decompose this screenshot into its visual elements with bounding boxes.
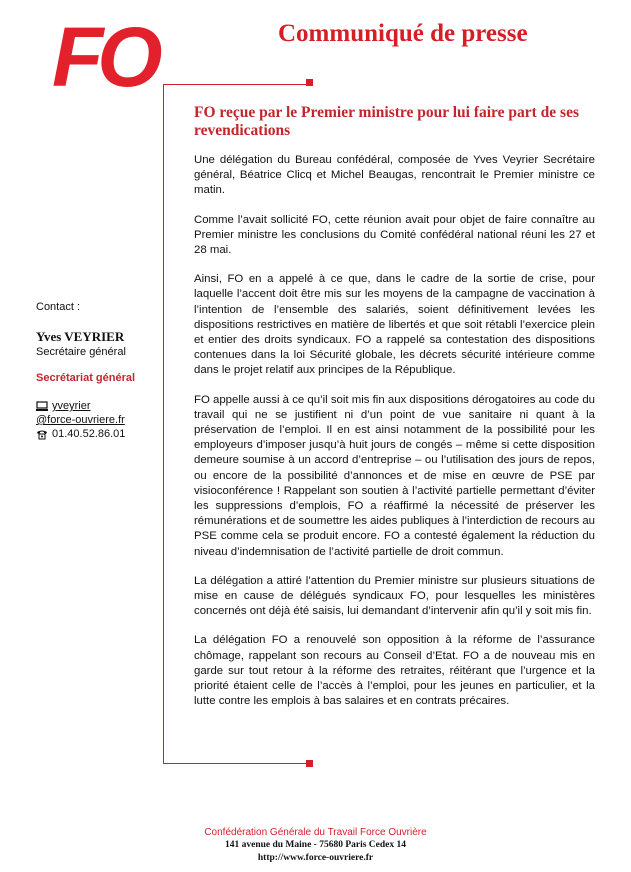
frame-top-line xyxy=(163,84,310,85)
frame-bottom-line xyxy=(163,763,310,764)
fo-logo-text: FO xyxy=(52,10,157,104)
contact-email-link-start[interactable]: yveyrier xyxy=(52,400,91,412)
paragraph: FO appelle aussi à ce qu’il soit mis fin aux dispositions dérogatoires au code du travail qui ne se justifient ni d’un point de vue sanitaire ni quant à la préservation de l’emploi. Il en est ainsi notamment de la possibilité pour les employeurs d’imposer jusqu’à huit jours de congés – même si cette disposition demeure soumise à un accord d’entreprise – ou l’utilisation des jours de repos, ou encore de la possibilité d’annonces et de mise en œuvre de PSE par visioconférence ! Rappelant son soutien à l’activité partielle permettant d’éviter les suppressions d’emplois, FO a réaffirmé la nécessité de préserver les rémunérations et de soumettre les aides publiques à l’interdiction de recours au PSE comme cela se produit encore. FO a contesté également la réduction du niveau d’indemnisation de l’activité partielle de droit commun. xyxy=(194,393,595,558)
contact-role: Secrétaire général xyxy=(36,346,126,358)
contact-phone-row xyxy=(36,427,166,441)
contact-department: Secrétariat général xyxy=(36,372,136,384)
frame-corner-square-bottom xyxy=(306,760,313,767)
paragraph: Comme l’avait sollicité FO, cette réunion avait pour objet de faire connaître au Premier ministre les conclusions du Comité confédéral national réuni les 27 et 28 mai. xyxy=(194,213,595,257)
contact-email-row[interactable] xyxy=(36,399,166,413)
fo-logo xyxy=(50,10,157,104)
telephone-icon xyxy=(36,429,48,440)
headline: FO reçue par le Premier ministre pour lui faire part de ses revendications xyxy=(194,104,580,139)
paragraph: Ainsi, FO en a appelé à ce que, dans le cadre de la sortie de crise, pour laquelle l’accent doit être mis sur les moyens de la campagne de vaccination à l’intention de l’ensemble des salariés, soient définitivement levées les dispositions restrictives en matière de libertés et que soit rétabli l’exercice plein et entier des droits syndicaux. FO a rappelé sa contestation des dispositions contenues dans la loi Sécurité globale, les décrets sécurité intérieure comme dans le projet relatif aux principes de la République. xyxy=(194,273,595,377)
computer-icon xyxy=(36,401,48,412)
footer-address: 141 avenue du Maine - 75680 Paris Cedex 14 xyxy=(224,840,407,850)
footer-url[interactable]: http://www.force-ouvriere.fr xyxy=(257,853,374,863)
contact-email-row-2[interactable] xyxy=(36,413,166,427)
paragraph: La délégation FO a renouvelé son opposition à la réforme de l’assurance chômage, rappelant son recours au Conseil d’Etat. FO a de nouveau mis en garde sur tout retour à la réforme des retraites, réitérant que l’urgence et la priorité étaient celle de l’accès à l’emploi, pour les jeunes en particulier, et la lutte contre les emplois à bas salaires et en contrats précaires. xyxy=(194,634,595,708)
footer xyxy=(0,826,631,865)
contact-phone: 01.40.52.86.01 xyxy=(52,428,126,440)
footer-organization: Confédération Générale du Travail Force Ouvrière xyxy=(204,827,427,838)
contact-name: Yves VEYRIER xyxy=(36,329,125,344)
page-title: Communiqué de presse xyxy=(278,20,528,47)
contact-label: Contact : xyxy=(36,301,81,313)
paragraph: Une délégation du Bureau confédéral, composée de Yves Veyrier Secrétaire général, Béatrice Clicq et Michel Beaugas, rencontrait le Premier ministre ce matin. xyxy=(194,154,595,197)
contact-block xyxy=(36,300,166,441)
frame-corner-square-top xyxy=(306,79,313,86)
contact-email-link-end[interactable]: @force-ouvriere.fr xyxy=(36,414,125,426)
paragraph: La délégation a attiré l’attention du Premier ministre sur plusieurs situations de mise en cause de délégués syndicaux FO, pour lesquelles les ministères concernés ont déjà été saisis, lui demandant d’intervenir afin qu’il y soit mis fin. xyxy=(194,574,595,618)
body-text xyxy=(194,153,595,724)
